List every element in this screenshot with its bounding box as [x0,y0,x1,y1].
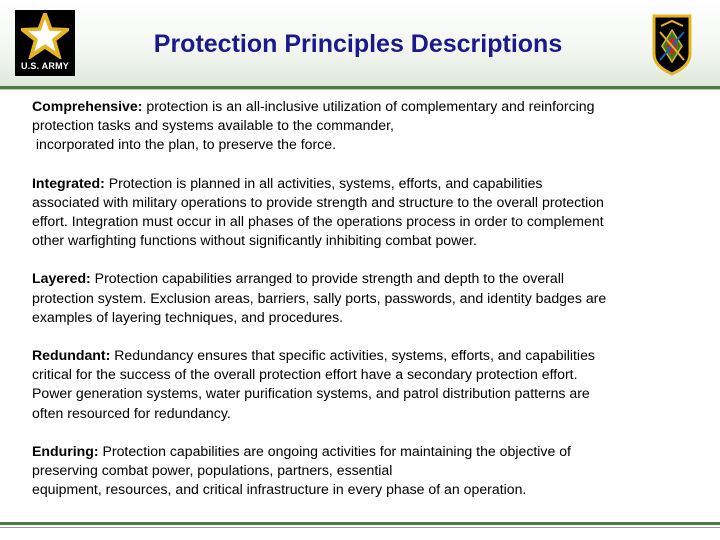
principle-text-line: Redundancy ensures that specific activities, systems, efforts, and capabilities [114,347,595,364]
slide-header [0,0,720,89]
us-army-logo [15,10,75,76]
principle-term: Layered: [32,270,91,287]
principle-term: Redundant: [32,347,111,364]
principle-text-line: Protection capabilities are ongoing activities for maintaining the objective of [102,442,571,459]
principles-list [32,97,692,518]
principle-enduring [32,442,692,500]
logo-text: U.S. ARMY [21,61,69,71]
principle-text-line: equipment, resources, and critical infrastructure in every phase of an operation. [32,481,527,498]
principle-text-line: examples of layering techniques, and procedures. [32,308,344,325]
principle-text-line: protection system. Exclusion areas, barriers, sally ports, passwords, and identity badges are [32,289,607,306]
footer-divider-thin [0,527,720,528]
principle-text-line: critical for the success of the overall protection effort have a secondary protection effort. [32,366,578,383]
principle-text-line: Protection capabilities arranged to provide strength and depth to the overall [94,270,564,287]
principle-text-line: incorporated into the plan, to preserve the force. [32,136,336,153]
page-title: Protection Principles Descriptions [153,30,563,58]
principle-text-line: effort. Integration must occur in all phases of the operations process in order to complement [32,213,604,230]
principle-text-line: preserving combat power, populations, partners, essential [32,462,393,479]
principle-text-line: often resourced for redundancy. [32,404,231,421]
principle-term: Integrated: [32,174,105,191]
principle-comprehensive [32,97,692,155]
principle-term: Enduring: [32,442,99,459]
principle-term: Comprehensive: [32,98,143,114]
principle-text-line: other warfighting functions without significantly inhibiting combat power. [32,232,477,249]
principle-text-line: protection is an all-inclusive utilization of complementary and reinforcing [146,98,595,114]
army-star-icon [21,13,69,59]
footer-divider [0,522,720,525]
principle-integrated [32,174,692,251]
principle-text-line: Power generation systems, water purification systems, and patrol distribution patterns are [32,385,590,402]
principle-redundant [32,346,692,423]
principle-text-line: associated with military operations to provide strength and structure to the overall protection [32,193,604,210]
principle-text-line: protection tasks and systems available to the commander, [32,117,394,134]
principle-layered [32,269,692,327]
branch-insignia-icon [652,14,692,76]
principle-text-line: Protection is planned in all activities, systems, efforts, and capabilities [108,174,543,191]
